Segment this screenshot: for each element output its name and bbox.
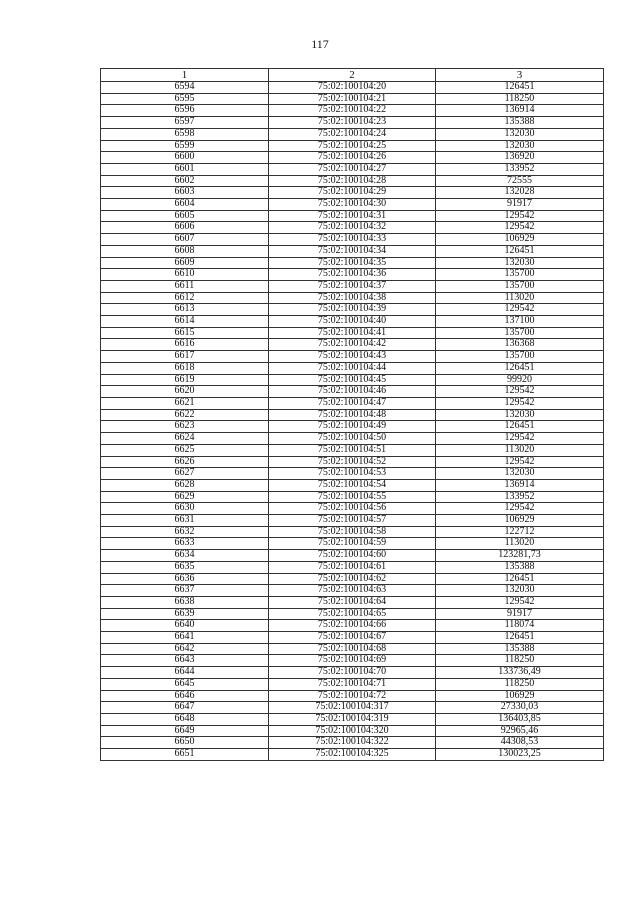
- table-header: [101, 69, 604, 82]
- value-cell: 136914: [436, 479, 604, 491]
- value-cell: 132030: [436, 128, 604, 140]
- table-row: [101, 304, 604, 316]
- table-row: [101, 491, 604, 503]
- cadastral-number-cell: 75:02:100104:320: [269, 725, 436, 737]
- cadastral-number-cell: 75:02:100104:29: [269, 187, 436, 199]
- row-number-cell: 6643: [101, 655, 269, 667]
- table-row: [101, 316, 604, 328]
- row-number-cell: 6634: [101, 550, 269, 562]
- value-cell: 137100: [436, 316, 604, 328]
- table-row: [101, 643, 604, 655]
- table-row: [101, 456, 604, 468]
- table-row: [101, 608, 604, 620]
- cadastral-number-cell: 75:02:100104:44: [269, 362, 436, 374]
- header-row: [101, 69, 604, 82]
- row-number-cell: 6626: [101, 456, 269, 468]
- table-row: [101, 503, 604, 515]
- table-row: [101, 280, 604, 292]
- row-number-cell: 6612: [101, 292, 269, 304]
- row-number-cell: 6596: [101, 105, 269, 117]
- value-cell: 136920: [436, 152, 604, 164]
- table-row: [101, 117, 604, 129]
- table-row: [101, 526, 604, 538]
- row-number-cell: 6642: [101, 643, 269, 655]
- table-row: [101, 175, 604, 187]
- cadastral-number-cell: 75:02:100104:54: [269, 479, 436, 491]
- cadastral-number-cell: 75:02:100104:40: [269, 316, 436, 328]
- table-row: [101, 725, 604, 737]
- row-number-cell: 6628: [101, 479, 269, 491]
- row-number-cell: 6618: [101, 362, 269, 374]
- table-row: [101, 421, 604, 433]
- table-row: [101, 257, 604, 269]
- column-header: 1: [101, 69, 269, 82]
- row-number-cell: 6614: [101, 316, 269, 328]
- row-number-cell: 6625: [101, 444, 269, 456]
- row-number-cell: 6627: [101, 468, 269, 480]
- value-cell: 132030: [436, 409, 604, 421]
- cadastral-number-cell: 75:02:100104:26: [269, 152, 436, 164]
- table-row: [101, 550, 604, 562]
- row-number-cell: 6606: [101, 222, 269, 234]
- row-number-cell: 6603: [101, 187, 269, 199]
- value-cell: 129542: [436, 596, 604, 608]
- table-row: [101, 585, 604, 597]
- value-cell: 132030: [436, 257, 604, 269]
- cadastral-number-cell: 75:02:100104:21: [269, 93, 436, 105]
- column-header: 3: [436, 69, 604, 82]
- row-number-cell: 6619: [101, 374, 269, 386]
- cadastral-number-cell: 75:02:100104:31: [269, 210, 436, 222]
- value-cell: 135388: [436, 643, 604, 655]
- table-row: [101, 210, 604, 222]
- row-number-cell: 6605: [101, 210, 269, 222]
- value-cell: 135388: [436, 561, 604, 573]
- cadastral-number-cell: 75:02:100104:56: [269, 503, 436, 515]
- cadastral-number-cell: 75:02:100104:64: [269, 596, 436, 608]
- row-number-cell: 6622: [101, 409, 269, 421]
- value-cell: 113020: [436, 292, 604, 304]
- cadastral-number-cell: 75:02:100104:62: [269, 573, 436, 585]
- value-cell: 133952: [436, 491, 604, 503]
- cadastral-number-cell: 75:02:100104:68: [269, 643, 436, 655]
- value-cell: 129542: [436, 503, 604, 515]
- value-cell: 126451: [436, 632, 604, 644]
- cadastral-number-cell: 75:02:100104:65: [269, 608, 436, 620]
- cadastral-number-cell: 75:02:100104:63: [269, 585, 436, 597]
- value-cell: 135700: [436, 351, 604, 363]
- row-number-cell: 6641: [101, 632, 269, 644]
- row-number-cell: 6621: [101, 397, 269, 409]
- cadastral-number-cell: 75:02:100104:53: [269, 468, 436, 480]
- table-row: [101, 140, 604, 152]
- cadastral-number-cell: 75:02:100104:43: [269, 351, 436, 363]
- row-number-cell: 6620: [101, 386, 269, 398]
- table-row: [101, 737, 604, 749]
- value-cell: 132030: [436, 585, 604, 597]
- table-row: [101, 93, 604, 105]
- cadastral-number-cell: 75:02:100104:72: [269, 690, 436, 702]
- table-row: [101, 386, 604, 398]
- table-row: [101, 409, 604, 421]
- row-number-cell: 6604: [101, 199, 269, 211]
- row-number-cell: 6617: [101, 351, 269, 363]
- value-cell: 27330,03: [436, 702, 604, 714]
- value-cell: 126451: [436, 421, 604, 433]
- row-number-cell: 6651: [101, 749, 269, 761]
- data-table: [100, 68, 604, 761]
- table-row: [101, 269, 604, 281]
- value-cell: 123281,73: [436, 550, 604, 562]
- value-cell: 132030: [436, 140, 604, 152]
- table-row: [101, 655, 604, 667]
- value-cell: 132030: [436, 468, 604, 480]
- table-row: [101, 128, 604, 140]
- value-cell: 106929: [436, 234, 604, 246]
- column-header: 2: [269, 69, 436, 82]
- table-row: [101, 105, 604, 117]
- value-cell: 129542: [436, 210, 604, 222]
- cadastral-number-cell: 75:02:100104:32: [269, 222, 436, 234]
- row-number-cell: 6601: [101, 163, 269, 175]
- cadastral-number-cell: 75:02:100104:35: [269, 257, 436, 269]
- table-row: [101, 327, 604, 339]
- value-cell: 72555: [436, 175, 604, 187]
- row-number-cell: 6595: [101, 93, 269, 105]
- value-cell: 129542: [436, 386, 604, 398]
- value-cell: 130023,25: [436, 749, 604, 761]
- cadastral-number-cell: 75:02:100104:27: [269, 163, 436, 175]
- row-number-cell: 6607: [101, 234, 269, 246]
- cadastral-number-cell: 75:02:100104:52: [269, 456, 436, 468]
- cadastral-number-cell: 75:02:100104:57: [269, 515, 436, 527]
- table-row: [101, 82, 604, 94]
- row-number-cell: 6647: [101, 702, 269, 714]
- cadastral-number-cell: 75:02:100104:36: [269, 269, 436, 281]
- row-number-cell: 6645: [101, 678, 269, 690]
- row-number-cell: 6594: [101, 82, 269, 94]
- row-number-cell: 6597: [101, 117, 269, 129]
- value-cell: 118250: [436, 93, 604, 105]
- page-number: 117: [311, 37, 329, 51]
- table-row: [101, 713, 604, 725]
- table-row: [101, 362, 604, 374]
- row-number-cell: 6631: [101, 515, 269, 527]
- row-number-cell: 6640: [101, 620, 269, 632]
- value-cell: 129542: [436, 222, 604, 234]
- table-row: [101, 351, 604, 363]
- cadastral-number-cell: 75:02:100104:20: [269, 82, 436, 94]
- table-row: [101, 292, 604, 304]
- row-number-cell: 6637: [101, 585, 269, 597]
- cadastral-number-cell: 75:02:100104:55: [269, 491, 436, 503]
- row-number-cell: 6611: [101, 280, 269, 292]
- cadastral-number-cell: 75:02:100104:67: [269, 632, 436, 644]
- row-number-cell: 6599: [101, 140, 269, 152]
- cadastral-number-cell: 75:02:100104:25: [269, 140, 436, 152]
- cadastral-number-cell: 75:02:100104:50: [269, 433, 436, 445]
- cadastral-number-cell: 75:02:100104:46: [269, 386, 436, 398]
- row-number-cell: 6608: [101, 245, 269, 257]
- row-number-cell: 6639: [101, 608, 269, 620]
- table-row: [101, 538, 604, 550]
- cadastral-number-cell: 75:02:100104:66: [269, 620, 436, 632]
- value-cell: 118250: [436, 655, 604, 667]
- cadastral-number-cell: 75:02:100104:319: [269, 713, 436, 725]
- table-row: [101, 222, 604, 234]
- table-row: [101, 667, 604, 679]
- value-cell: 133736,49: [436, 667, 604, 679]
- value-cell: 129542: [436, 304, 604, 316]
- cadastral-number-cell: 75:02:100104:322: [269, 737, 436, 749]
- table-row: [101, 187, 604, 199]
- cadastral-number-cell: 75:02:100104:24: [269, 128, 436, 140]
- row-number-cell: 6623: [101, 421, 269, 433]
- value-cell: 132028: [436, 187, 604, 199]
- table-row: [101, 678, 604, 690]
- row-number-cell: 6630: [101, 503, 269, 515]
- cadastral-number-cell: 75:02:100104:47: [269, 397, 436, 409]
- cadastral-number-cell: 75:02:100104:317: [269, 702, 436, 714]
- table-row: [101, 561, 604, 573]
- row-number-cell: 6624: [101, 433, 269, 445]
- value-cell: 126451: [436, 362, 604, 374]
- row-number-cell: 6633: [101, 538, 269, 550]
- cadastral-number-cell: 75:02:100104:34: [269, 245, 436, 257]
- row-number-cell: 6615: [101, 327, 269, 339]
- cadastral-number-cell: 75:02:100104:38: [269, 292, 436, 304]
- value-cell: 113020: [436, 538, 604, 550]
- value-cell: 118250: [436, 678, 604, 690]
- value-cell: 106929: [436, 690, 604, 702]
- value-cell: 44308,53: [436, 737, 604, 749]
- value-cell: 122712: [436, 526, 604, 538]
- cadastral-number-cell: 75:02:100104:59: [269, 538, 436, 550]
- row-number-cell: 6610: [101, 269, 269, 281]
- value-cell: 133952: [436, 163, 604, 175]
- table-row: [101, 749, 604, 761]
- table-row: [101, 515, 604, 527]
- table-row: [101, 163, 604, 175]
- cadastral-number-cell: 75:02:100104:325: [269, 749, 436, 761]
- value-cell: 136403,85: [436, 713, 604, 725]
- table-row: [101, 245, 604, 257]
- value-cell: 126451: [436, 245, 604, 257]
- table-row: [101, 620, 604, 632]
- value-cell: 129542: [436, 456, 604, 468]
- cadastral-number-cell: 75:02:100104:28: [269, 175, 436, 187]
- value-cell: 136368: [436, 339, 604, 351]
- cadastral-number-cell: 75:02:100104:42: [269, 339, 436, 351]
- cadastral-number-cell: 75:02:100104:30: [269, 199, 436, 211]
- row-number-cell: 6650: [101, 737, 269, 749]
- cadastral-number-cell: 75:02:100104:60: [269, 550, 436, 562]
- table-row: [101, 199, 604, 211]
- row-number-cell: 6646: [101, 690, 269, 702]
- cadastral-number-cell: 75:02:100104:41: [269, 327, 436, 339]
- row-number-cell: 6613: [101, 304, 269, 316]
- value-cell: 129542: [436, 397, 604, 409]
- table-row: [101, 479, 604, 491]
- value-cell: 99920: [436, 374, 604, 386]
- table-body: [101, 82, 604, 761]
- row-number-cell: 6609: [101, 257, 269, 269]
- value-cell: 135700: [436, 280, 604, 292]
- row-number-cell: 6602: [101, 175, 269, 187]
- cadastral-number-cell: 75:02:100104:22: [269, 105, 436, 117]
- row-number-cell: 6598: [101, 128, 269, 140]
- row-number-cell: 6638: [101, 596, 269, 608]
- row-number-cell: 6635: [101, 561, 269, 573]
- table-row: [101, 573, 604, 585]
- cadastral-number-cell: 75:02:100104:70: [269, 667, 436, 679]
- value-cell: 118074: [436, 620, 604, 632]
- table-row: [101, 152, 604, 164]
- cadastral-number-cell: 75:02:100104:33: [269, 234, 436, 246]
- cadastral-number-cell: 75:02:100104:58: [269, 526, 436, 538]
- row-number-cell: 6600: [101, 152, 269, 164]
- table-row: [101, 234, 604, 246]
- value-cell: 135388: [436, 117, 604, 129]
- row-number-cell: 6636: [101, 573, 269, 585]
- row-number-cell: 6644: [101, 667, 269, 679]
- value-cell: 126451: [436, 82, 604, 94]
- cadastral-number-cell: 75:02:100104:51: [269, 444, 436, 456]
- table-row: [101, 374, 604, 386]
- table-row: [101, 433, 604, 445]
- cadastral-number-cell: 75:02:100104:23: [269, 117, 436, 129]
- value-cell: 136914: [436, 105, 604, 117]
- row-number-cell: 6649: [101, 725, 269, 737]
- value-cell: 106929: [436, 515, 604, 527]
- row-number-cell: 6648: [101, 713, 269, 725]
- table-row: [101, 690, 604, 702]
- value-cell: 129542: [436, 433, 604, 445]
- table-row: [101, 596, 604, 608]
- row-number-cell: 6632: [101, 526, 269, 538]
- value-cell: 91917: [436, 608, 604, 620]
- value-cell: 126451: [436, 573, 604, 585]
- row-number-cell: 6629: [101, 491, 269, 503]
- cadastral-number-cell: 75:02:100104:37: [269, 280, 436, 292]
- cadastral-number-cell: 75:02:100104:69: [269, 655, 436, 667]
- value-cell: 91917: [436, 199, 604, 211]
- cadastral-number-cell: 75:02:100104:45: [269, 374, 436, 386]
- value-cell: 135700: [436, 269, 604, 281]
- value-cell: 113020: [436, 444, 604, 456]
- cadastral-number-cell: 75:02:100104:71: [269, 678, 436, 690]
- table-row: [101, 397, 604, 409]
- cadastral-number-cell: 75:02:100104:61: [269, 561, 436, 573]
- value-cell: 135700: [436, 327, 604, 339]
- row-number-cell: 6616: [101, 339, 269, 351]
- table-row: [101, 339, 604, 351]
- table-row: [101, 702, 604, 714]
- table-row: [101, 444, 604, 456]
- value-cell: 92965,46: [436, 725, 604, 737]
- cadastral-number-cell: 75:02:100104:48: [269, 409, 436, 421]
- table-row: [101, 468, 604, 480]
- cadastral-number-cell: 75:02:100104:49: [269, 421, 436, 433]
- cadastral-number-cell: 75:02:100104:39: [269, 304, 436, 316]
- table-row: [101, 632, 604, 644]
